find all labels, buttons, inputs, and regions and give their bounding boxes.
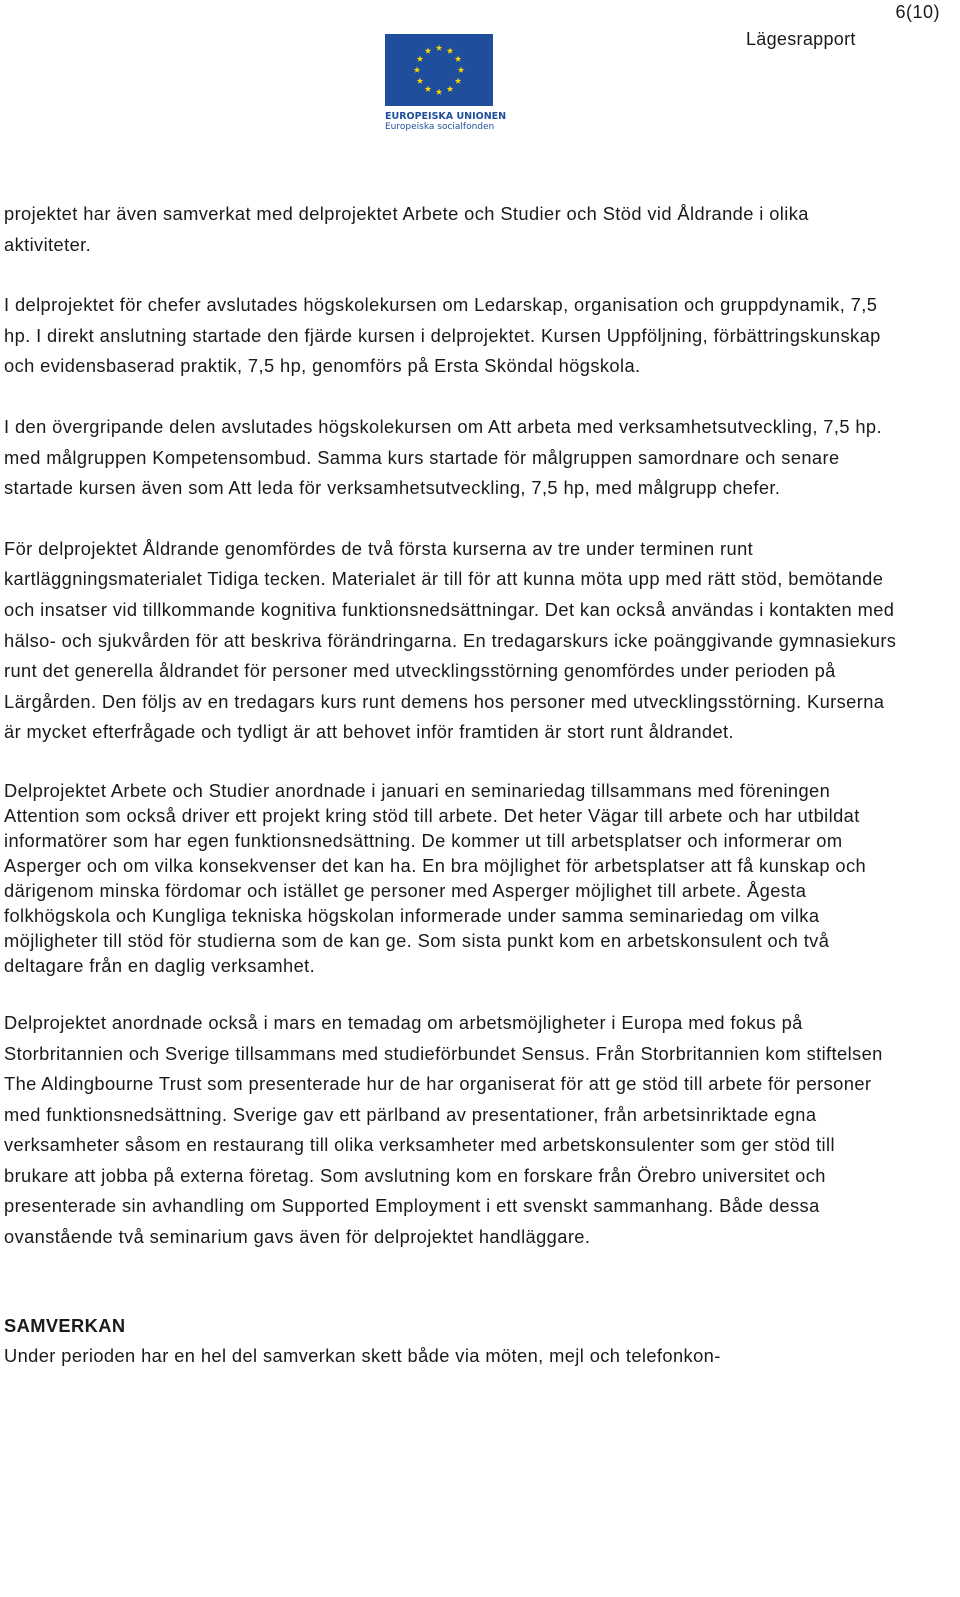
eu-flag-icon	[385, 34, 493, 106]
paragraph-2: I delprojektet för chefer avslutades högskolekursen om Ledarskap, organisation och gruppdynamik, 7,5 hp. I direkt anslutning startade den fjärde kursen i delprojektet. Kursen Uppföljning, förbättringskunskap och evidensbaserad praktik, 7,5 hp, genomförs på Ersta Sköndal högskola.	[4, 294, 881, 377]
paragraph-4: För delprojektet Åldrande genomfördes de två första kurserna av tre under terminen runt kartläggningsmaterialet Tidiga tecken. Materialet är till för att kunna möta upp med rätt stöd, bemötande och insatser vid tillkommande kognitiva funktionsnedsättningar. Det kan också användas i kontakten med hälso- och sjukvården för att beskriva förändringarna. En tredagarskurs icke poänggivande gymnasiekurs runt det generella åldrandet för personer med utvecklingsstörning genomfördes under perioden på Lärgården. Den följs av en tredagars kurs runt demens hos personer med utvecklingsstörning. Kurserna är mycket efterfrågade och tydligt är att behovet inför framtiden är stort runt åldrandet.	[4, 537, 897, 743]
report-label: Lägesrapport	[746, 29, 856, 49]
eu-logo	[385, 34, 507, 134]
paragraph-3: I den övergripande delen avslutades högskolekursen om Att arbeta med verksamhetsutveckling, 7,5 hp. med målgruppen Kompetensombud. Samma kurs startade för målgruppen samordnare och senare startade kursen även som Att leda för verksamhetsutveckling, 7,5 hp, med målgrupp chefer.	[4, 415, 882, 499]
section-text: Under perioden har en hel del samverkan skett både via möten, mejl och telefonkon-	[4, 1344, 721, 1366]
document-body	[4, 199, 899, 1371]
paragraph-5: Delprojektet Arbete och Studier anordnade i januari en seminariedag tillsammans med föreningen Attention som också driver ett projekt kring stöd till arbete. Det heter Vägar till arbete och har utbildat informatörer som har egen funktionsnedsättning. De kommer ut till arbetsplatser och informerar om Asperger och om vilka konsekvenser det kan ha. En bra möjlighet för arbetsplatser att få kunskap och därigenom minska fördomar och istället ge personer med Asperger möjlighet till arbete. Ågesta folkhögskola och Kungliga tekniska högskolan informerade under samma seminariedag om vilka möjligheter till stöd för studierna som de kan ge. Som sista punkt kom en arbetskonsulent och två deltagare från en daglig verksamhet.	[4, 779, 867, 976]
section-heading-samverkan: SAMVERKAN	[4, 1314, 126, 1336]
page-number: 6(10)	[895, 2, 940, 22]
paragraph-1: projektet har även samverkat med delprojektet Arbete och Studier och Stöd vid Åldrande i olika aktiviteter.	[4, 203, 809, 255]
paragraph-6: Delprojektet anordnade också i mars en temadag om arbetsmöjligheter i Europa med fokus på Storbritannien och Sverige tillsammans med studieförbundet Sensus. Från Storbritannien kom stiftelsen The Aldingbourne Trust som presenterade hur de har organiserat för att ge stöd till arbete för personer med funktionsnedsättning. Sverige gav ett pärlband av presentationer, från arbetsinriktade egna verksamheter såsom en restaurang till olika verksamheter med arbetskonsulenter som ger stöd till brukare att jobba på externa företag. Som avslutning kom en forskare från Örebro universitet och presenterade sin avhandling om Supported Employment i ett svenskt sammanhang. Både dessa ovanstående två seminarium gavs även för delprojektet handläggare.	[4, 1011, 883, 1248]
logo-caption-union: EUROPEISKA UNIONEN	[385, 111, 507, 122]
logo-caption-fund: Europeiska socialfonden	[385, 122, 495, 132]
